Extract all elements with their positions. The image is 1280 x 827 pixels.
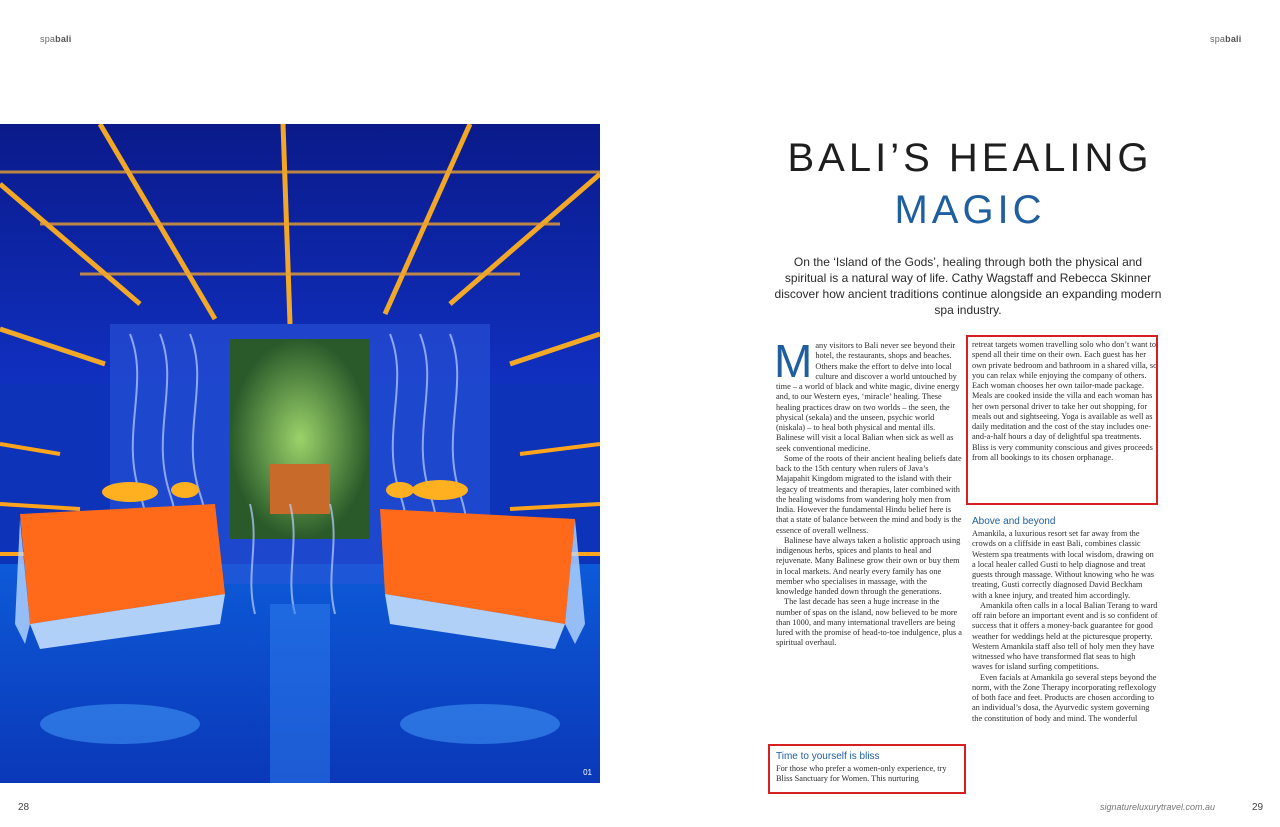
folio-section: bali <box>55 34 72 44</box>
drop-cap: M <box>774 335 813 387</box>
running-header-right <box>1210 34 1241 44</box>
paragraph-intro <box>774 335 962 454</box>
paragraph: Amankila often calls in a local Balian Terang to ward off rain before an important event and is so confident of success that it offers a money-back guarantee for good weather for weddings held at the picturesque property. Western Amankila staff also tell of holy men they have witnessed who have transformed flat seas to high waves for island surfing competitions. <box>972 600 1158 672</box>
article-headline <box>700 134 1240 234</box>
subhead-above-and-beyond: Above and beyond <box>972 516 1056 527</box>
spa-photo <box>0 124 600 783</box>
running-header-left <box>40 34 71 44</box>
paragraph: Even facials at Amankila go several steps beyond the norm, with the Zone Therapy incorporating reflexology of both face and feet. Products are chosen according to an individual’s dosa, the Ayurvedic system governing the constitution of body and mind. The wonderful <box>972 672 1157 723</box>
standfirst: On the ‘Island of the Gods’, healing through both the physical and spiritual is a natural way of life. Cathy Wagstaff and Rebecca Skinner discover how ancient traditions continue alongside an expanding modern spa industry. <box>774 255 1162 317</box>
paragraph: For those who prefer a women-only experience, try Bliss Sanctuary for Women. This nurturing <box>776 764 947 784</box>
body-column-1 <box>774 335 962 649</box>
folio-prefix: spa <box>40 34 56 44</box>
paragraph: Amankila, a luxurious resort set far away from the crowds on a cliffside in east Bali, combines classic Western spa treatments with local wisdom, drawing on a local healer called Gusti to help diagnose and treat guests through massage. Without knowing who he was treating, Gusti correctly diagnosed David Beckham with a knee injury, and treated him accordingly. <box>972 529 1155 600</box>
headline-line-1: BALI’S HEALING <box>787 136 1153 180</box>
paragraph: The last decade has seen a huge increase in the number of spas on the island, now believed to be more than 1000, and many international travellers are being lured with the promise of head-to-toe indulgence, plus a spiritual overhaul. <box>776 597 962 648</box>
highlight-box-bliss-details <box>966 335 1158 505</box>
photo-caption: 01 <box>583 768 592 777</box>
website-url[interactable]: signatureluxurytravel.com.au <box>1100 802 1216 812</box>
spa-room-illustration <box>0 124 600 783</box>
paragraph: retreat targets women travelling solo who don’t want to spend all their time on their own. Each guest has her own private bedroom and bathroom in a shared villa, so you can relax while enjoying the company of others. Each woman chooses her own tailor-made package. Meals are cooked inside the villa and each woman has her own personal driver to take her out shopping, for meals out and sightseeing. Yoga is available as well as daily meditation and the cost of the stay includes one- and-a-half hours a day of delightful spa treatments. Bliss is very community conscious and gives proceeds from all bookings to its chosen orphanage. <box>972 340 1158 462</box>
above-and-beyond-section <box>972 516 1158 724</box>
folio-section: bali <box>1225 34 1242 44</box>
paragraph: Some of the roots of their ancient healing beliefs date back to the 15th century when rulers of Java’s Majapahit Kingdom migrated to the island with their legacy of treatments and therapies, later combined with the healing wisdoms from wandering holy men from India. However the fundamental Hindu belief here is that a state of balance between the mind and body is the essence of overall wellness. <box>776 453 962 535</box>
page-number-right: 29 <box>1252 802 1264 813</box>
folio-prefix: spa <box>1210 34 1226 44</box>
highlight-box-bliss-heading <box>768 744 966 794</box>
subhead-bliss: Time to yourself is bliss <box>776 751 880 762</box>
paragraph-intro-text: any visitors to Bali never see beyond their hotel, the restaurants, shops and beaches. Others make the effort to delve into local culture and discover a world untouched by time – a world of black and white magic, divine energy and, to our Western eyes, ‘miracle’ healing. These healing practices draw on two worlds – the seen, the physical (sekala) and the unseen, psychic world (niskala) – to heal both physical and mental ills. Balinese will visit a local Balian when sick as well as seek conventional medicine. <box>776 341 960 453</box>
paragraph: Balinese have always taken a holistic approach using indigenous herbs, spices and plants to heal and rejuvenate. Many Balinese grow their own or buy them in local markets. And nearly every family has one member who specialises in massage, with the knowledge handed down through the generations. <box>776 535 961 596</box>
headline-line-2: MAGIC <box>894 188 1046 232</box>
page-number-left: 28 <box>18 802 30 813</box>
